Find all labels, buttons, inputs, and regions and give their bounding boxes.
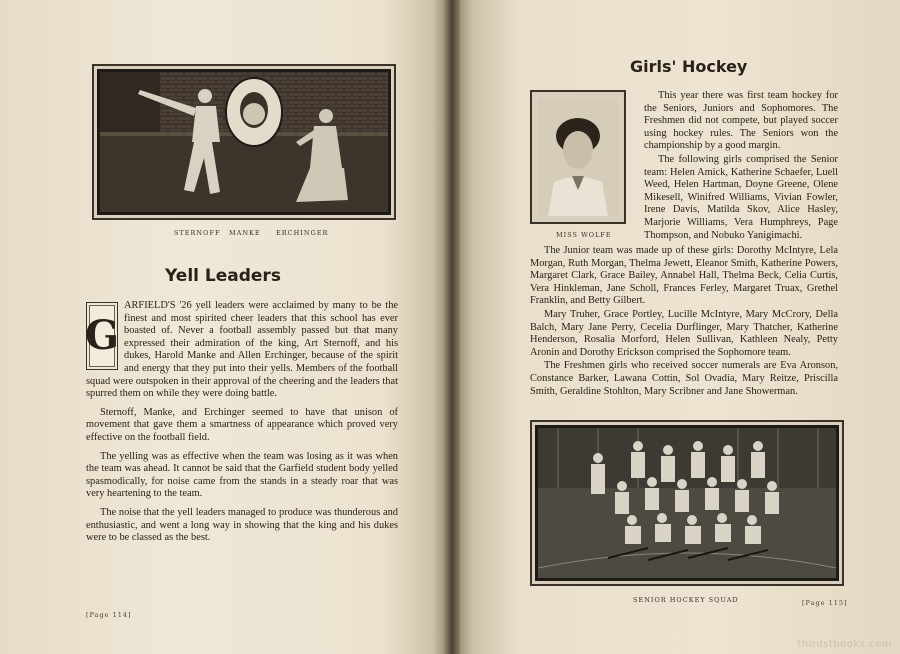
yell-leaders-photo-drawing xyxy=(100,72,388,212)
paragraph-3: The yelling was as effective when the team was losing as it was when the team was ahead. It cannot be said that the Garfield student body yelled spasmodically, for noise came from the stands in a steady roar that was very heartening to the team. xyxy=(86,450,398,500)
page-title-girls-hockey: Girls' Hockey xyxy=(630,57,748,76)
yell-leaders-body xyxy=(86,300,398,551)
book-spine xyxy=(444,0,460,654)
sophomore-team-paragraph: Mary Truher, Grace Portley, Lucille McIntyre, Mary McCrory, Della Balch, Mary Jane Perry, Cecelia Durflinger, Mary Thatcher, Katherine Henderson, Rosalia Morford, Helen Sullivan, Kathleen Nealy, Petty Aronin and Dorothy Erickson comprised the Sophomore team. xyxy=(530,308,838,358)
paragraph-2: Sternoff, Manke, and Erchinger seemed to have that unison of movement that gave them a smartness of appearance which proved very effective on the football field. xyxy=(86,406,398,443)
page-title-yell-leaders: Yell Leaders xyxy=(165,266,281,286)
senior-hockey-squad-photo xyxy=(530,420,844,586)
watermark-text: thirdstbooks.com xyxy=(797,639,892,650)
junior-team-paragraph: The Junior team was made up of these girls: Dorothy McIntyre, Lela Morgan, Ruth Morgan, Thelma Jewett, Eleanor Smith, Katherine Powers, Margaret Clark, Grace Bailey, Annabel Hall, Thelma Beck, Celia Curtis, Vera Hinkleman, Jane Scholl, Frances Ferley, Margaret Truax, Grethel Franklin, and Betty Gilbert. xyxy=(530,245,838,307)
photo-caption-1: STERNOFF xyxy=(174,229,221,237)
paragraph-4: The noise that the yell leaders managed to produce was thunderous and enthusiastic, and went a long way in showing that the king and his dukes were to be classed as the best. xyxy=(86,506,398,544)
squad-caption: SENIOR HOCKEY SQUAD xyxy=(633,596,739,604)
photo-caption-3: ERCHINGER xyxy=(276,229,329,237)
portrait-caption: MISS WOLFE xyxy=(556,231,612,239)
squad-photo-drawing xyxy=(538,428,836,578)
hockey-teams xyxy=(530,245,838,398)
right-page xyxy=(450,0,900,654)
miss-wolfe-portrait xyxy=(530,90,626,224)
folio-left: [Page 114] xyxy=(86,611,132,619)
yell-leaders-photo xyxy=(92,64,396,220)
hockey-intro xyxy=(644,90,838,242)
folio-right: [Page 115] xyxy=(802,599,848,607)
first-paragraph: ARFIELD'S '26 yell leaders were acclaimed by many to be the finest and most spirited cheer leaders that this school has ever boasted of. Never a football assembly passed but that many expressed their admiration of the king, Art Sternoff, and his dukes, Harold Manke and Allen Erchinger, because of the spirit and energy that they put into their yells. Members of the football squad were outspoken in their approval of the cheering and the leaders that spurred them on while they were doing battle. xyxy=(86,300,398,400)
portrait-drawing xyxy=(538,98,618,216)
senior-team-paragraph: The following girls comprised the Senior team: Helen Amick, Katherine Schaefer, Luell Weed, Helen Hartman, Doyne Greene, Olene Mikesell, Winifred Williams, Vivian Fowler, Irene Davis, Matilda Skov, Alice Hasley, Marjorie Williams, Vera Humphreys, Page Thompson, and Nobuko Yanigimachi. xyxy=(644,153,838,241)
freshmen-paragraph: The Freshmen girls who received soccer numerals are Eva Aronson, Constance Barker, Lawana Cottin, Sol Ovadia, Mary Reitze, Priscilla Smith, Geraldine Stohlton, Mary Scribner and Jane Showerman. xyxy=(530,360,838,397)
photo-caption-2: MANKE xyxy=(229,229,261,237)
drop-cap-g: G xyxy=(86,302,118,370)
hockey-intro-paragraph: This year there was first team hockey for the Seniors, Juniors and Sophomores. The Freshmen did not compete, but played soccer using hockey rules. The Seniors won the championship by a good margin. xyxy=(644,90,838,152)
